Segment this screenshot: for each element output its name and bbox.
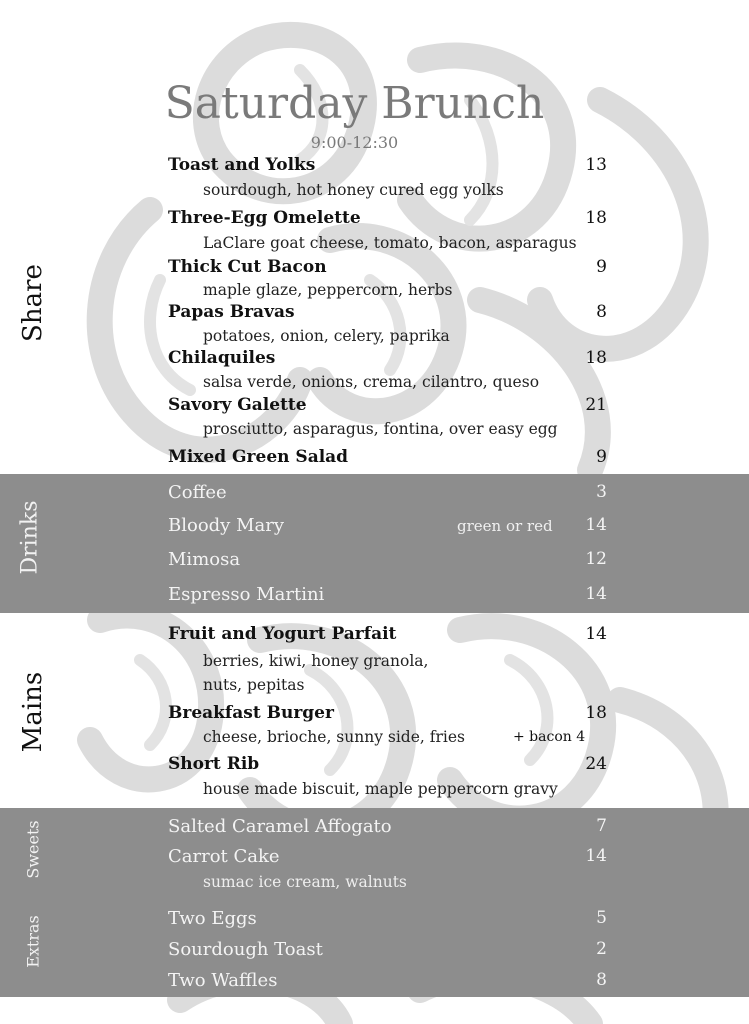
item-description: maple glaze, peppercorn, herbs <box>203 281 453 299</box>
item-name-mixed-green-salad: Mixed Green Salad <box>168 447 349 467</box>
item-name-three-egg-omelette: Three-Egg Omelette <box>168 208 361 228</box>
item-description: sourdough, hot honey cured egg yolks <box>203 181 504 199</box>
item-description: LaClare goat cheese, tomato, bacon, asparagus <box>203 234 577 252</box>
item-price: 8 <box>596 970 607 990</box>
item-price: 18 <box>585 208 607 228</box>
item-price: 2 <box>596 939 607 959</box>
item-addon: + bacon 4 <box>513 729 586 745</box>
item-price: 18 <box>585 703 607 723</box>
item-name-thick-cut-bacon: Thick Cut Bacon <box>168 257 327 277</box>
item-price: 7 <box>596 816 607 836</box>
item-name-fruit-yogurt-parfait: Fruit and Yogurt Parfait <box>168 624 397 644</box>
item-name-toast-and-yolks: Toast and Yolks <box>168 155 316 175</box>
item-name-espresso-martini: Espresso Martini <box>168 584 325 605</box>
section-label-extras: Extras <box>23 915 43 968</box>
item-name-breakfast-burger: Breakfast Burger <box>168 703 334 723</box>
item-name-coffee: Coffee <box>168 482 227 503</box>
item-description: cheese, brioche, sunny side, fries <box>203 728 465 746</box>
item-name-carrot-cake: Carrot Cake <box>168 846 280 867</box>
item-price: 24 <box>585 754 607 774</box>
item-name-two-waffles: Two Waffles <box>168 970 278 991</box>
item-name-sourdough-toast: Sourdough Toast <box>168 939 323 960</box>
item-price: 18 <box>585 348 607 368</box>
section-label-sweets: Sweets <box>23 820 43 879</box>
item-name-mimosa: Mimosa <box>168 549 241 570</box>
menu-title: Saturday Brunch <box>164 78 545 129</box>
item-note: green or red <box>457 517 553 535</box>
item-price: 14 <box>585 515 607 535</box>
item-name-salted-caramel-affogato: Salted Caramel Affogato <box>168 816 392 837</box>
section-label-share: Share <box>18 264 48 342</box>
item-name-two-eggs: Two Eggs <box>168 908 257 929</box>
item-description-line2: nuts, pepitas <box>203 676 305 694</box>
item-description: house made biscuit, maple peppercorn gravy <box>203 780 558 798</box>
item-name-bloody-mary: Bloody Mary <box>168 515 285 536</box>
item-price: 12 <box>585 549 607 569</box>
item-price: 14 <box>585 846 607 866</box>
item-price: 21 <box>585 395 607 415</box>
item-price: 9 <box>596 257 607 277</box>
item-name-savory-galette: Savory Galette <box>168 395 307 415</box>
section-label-drinks: Drinks <box>17 500 43 575</box>
item-name-short-rib: Short Rib <box>168 754 260 774</box>
item-name-papas-bravas: Papas Bravas <box>168 302 295 322</box>
menu-hours: 9:00-12:30 <box>310 133 399 152</box>
item-description: potatoes, onion, celery, paprika <box>203 327 450 345</box>
item-price: 5 <box>596 908 607 928</box>
item-price: 13 <box>585 155 607 175</box>
item-price: 3 <box>596 482 607 502</box>
item-price: 8 <box>596 302 607 322</box>
item-description: salsa verde, onions, crema, cilantro, queso <box>203 373 540 391</box>
item-price: 9 <box>596 447 607 467</box>
section-label-mains: Mains <box>18 671 48 753</box>
item-name-chilaquiles: Chilaquiles <box>168 348 276 368</box>
item-description: prosciutto, asparagus, fontina, over easy egg <box>203 420 558 438</box>
item-price: 14 <box>585 584 607 604</box>
item-description: sumac ice cream, walnuts <box>203 873 407 891</box>
item-description: berries, kiwi, honey granola, <box>203 652 429 670</box>
item-price: 14 <box>585 624 607 644</box>
